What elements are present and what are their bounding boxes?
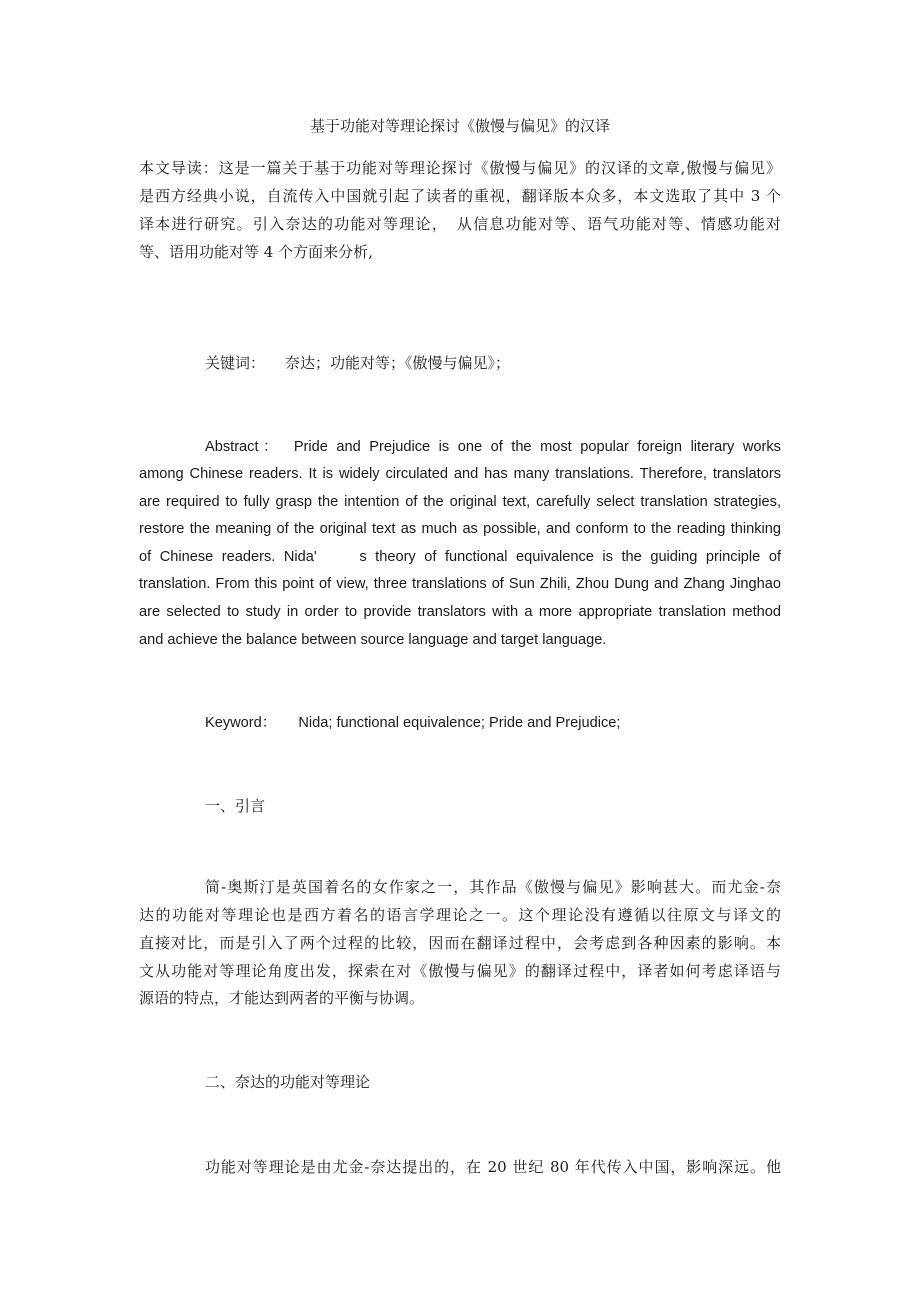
abstract-line: are selected to study in order to provide translators with a more appropriate translation method bbox=[139, 604, 781, 620]
intro-line: 本文导读：这是一篇关于基于功能对等理论探讨《傲慢与偏见》的汉译的文章,傲慢与偏见》 bbox=[139, 159, 781, 177]
keywords-en bbox=[205, 713, 781, 733]
keywords-cn-label: 关键词： bbox=[205, 354, 266, 372]
paragraph-line: 功能对等理论是由尤金-奈达提出的，在 20 世纪 80 年代传入中国，影响深远。他 bbox=[205, 1158, 781, 1176]
document-title: 基于功能对等理论探讨《傲慢与偏见》的汉译 bbox=[309, 117, 610, 135]
section-heading: 二、奈达的功能对等理论 bbox=[205, 1073, 371, 1091]
keywords-en-label: Keyword： bbox=[205, 715, 277, 731]
abstract-label: Abstract： bbox=[205, 439, 275, 455]
paragraph-line: 直接对比，而是引入了两个过程的比较，因而在翻译过程中，会考虑到各种因素的影响。本 bbox=[139, 934, 781, 952]
section-heading: 一、引言 bbox=[205, 797, 266, 815]
abstract-line: restore the meaning of the original text as much as possible, and conform to the reading thinking bbox=[139, 521, 781, 537]
paragraph-line: 简-奥斯汀是英国着名的女作家之一，其作品《傲慢与偏见》影响甚大。而尤金-奈 bbox=[205, 878, 781, 896]
intro-line: 等、语用功能对等 4 个方面来分析, bbox=[139, 243, 373, 261]
keywords-cn-value: 奈达；功能对等；《傲慢与偏见》； bbox=[285, 354, 511, 372]
intro-line: 译本进行研究。引入奈达的功能对等理论， 从信息功能对等、语气功能对等、情感功能对 bbox=[139, 215, 781, 233]
intro-line: 是西方经典小说，自流传入中国就引起了读者的重视，翻译版本众多，本文选取了其中 3 个 bbox=[139, 187, 781, 205]
abstract-line: among Chinese readers. It is widely circulated and has many translations. Therefore, translators bbox=[139, 466, 781, 482]
keywords-cn bbox=[205, 353, 781, 373]
abstract-line: are required to fully grasp the intention of the original text, carefully select translation strategies, bbox=[139, 494, 781, 510]
paragraph-line: 源语的特点，才能达到两者的平衡与协调。 bbox=[139, 989, 425, 1007]
abstract-line: of Chinese readers. Nida' s theory of functional equivalence is the guiding principle of bbox=[139, 549, 781, 565]
abstract-line: translation. From this point of view, three translations of Sun Zhili, Zhou Dung and Zhang Jinghao bbox=[139, 576, 781, 592]
paragraph-line: 文从功能对等理论角度出发，探索在对《傲慢与偏见》的翻译过程中，译者如何考虑译语与 bbox=[139, 962, 781, 980]
keywords-en-value: Nida; functional equivalence; Pride and Prejudice; bbox=[298, 715, 621, 731]
abstract-first-line bbox=[205, 437, 781, 457]
abstract-line: Pride and Prejudice is one of the most popular foreign literary works bbox=[293, 439, 781, 455]
paragraph-line: 达的功能对等理论也是西方着名的语言学理论之一。这个理论没有遵循以往原文与译文的 bbox=[139, 906, 781, 924]
abstract-line: and achieve the balance between source language and target language. bbox=[139, 632, 607, 648]
